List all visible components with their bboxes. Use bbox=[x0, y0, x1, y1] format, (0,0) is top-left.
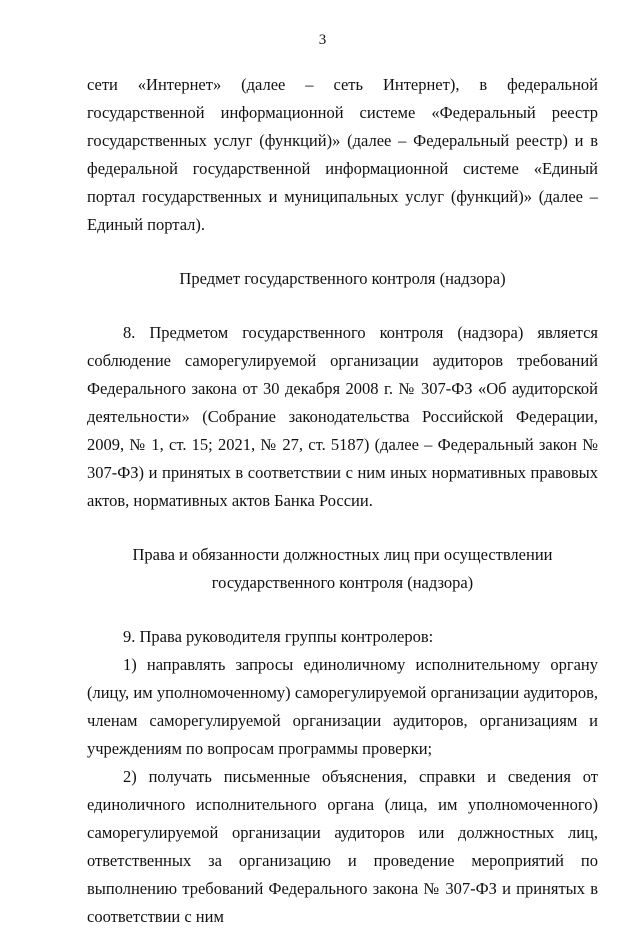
paragraph-8: 8. Предметом государственного контроля (надзора) является соблюдение саморегулируемой организации аудиторов требований Федерального закона от 30 декабря 2008 г. № 307-ФЗ «Об аудиторской деятельности» (Собрание законодательства Российской Федерации, 2009, № 1, ст. 15; 2021, № 27, ст. 5187) (далее – Федеральный закон № 307-ФЗ) и принятых в соответствии с ним иных нормативных правовых актов, нормативных актов Банка России. bbox=[87, 323, 598, 510]
section-heading-subject: Предмет государственного контроля (надзора) bbox=[179, 269, 506, 288]
section-heading-rights-line1: Права и обязанности должностных лиц при осуществлении bbox=[132, 545, 553, 564]
paragraph-9-item-2: 2) получать письменные объяснения, справки и сведения от единоличного исполнительного органа (лица, им уполномоченного) саморегулируемой организации аудиторов или должностных лиц, ответственных за организацию и проведение мероприятий по выполнению требований Федерального закона № 307-ФЗ и принятых в соответствии с ним bbox=[87, 767, 598, 926]
paragraph-9-item-1: 1) направлять запросы единоличному исполнительному органу (лицу, им уполномоченному) саморегулируемой организации аудиторов, членам саморегулируемой организации аудиторов, организациям и учреждениям по вопросам программы проверки; bbox=[87, 655, 598, 758]
section-heading-rights-line2: государственного контроля (надзора) bbox=[211, 573, 474, 592]
page-number: 3 bbox=[318, 32, 327, 48]
paragraph-continuation: сети «Интернет» (далее – сеть Интернет), в федеральной государственной информационной системе «Федеральный реестр государственных услуг (функций)» (далее – Федеральный реестр) и в федеральной государственной информационной системе «Единый портал государственных и муниципальных услуг (функций)» (далее – Единый портал). bbox=[87, 75, 598, 234]
paragraph-9: 9. Права руководителя группы контролеров: bbox=[123, 627, 434, 646]
